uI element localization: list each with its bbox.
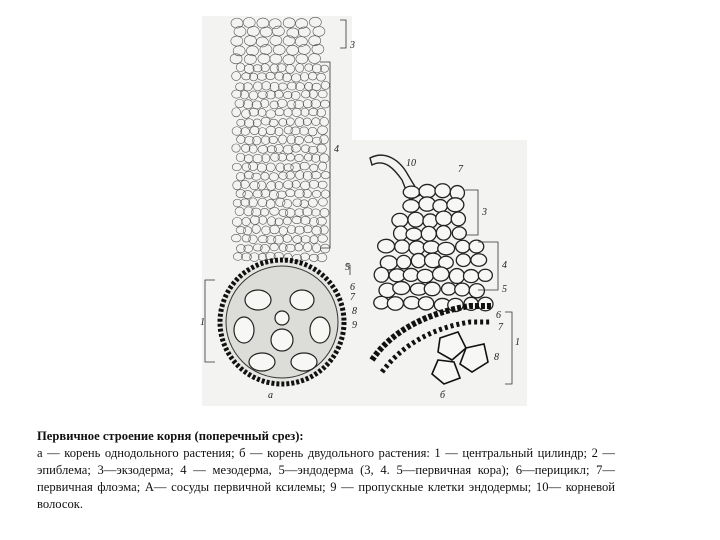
cell	[417, 269, 433, 282]
marker-b-10: 10	[406, 158, 416, 169]
marker-a-5: 5	[345, 262, 350, 273]
marker-b-7: 7	[498, 322, 503, 333]
cell	[436, 211, 452, 225]
marker-b-1: 1	[515, 337, 520, 348]
cell	[435, 184, 450, 198]
marker-a-1: 1	[200, 317, 205, 328]
cell	[463, 270, 478, 283]
caption-title: Первичное строение корня (поперечный срез):	[37, 429, 304, 443]
marker-a-9: 9	[352, 320, 357, 331]
cell	[452, 227, 466, 240]
cell	[411, 253, 425, 267]
cell	[403, 200, 419, 213]
cell	[456, 240, 470, 253]
caption-body: а — корень однодольного растения; б — корень двудольного растения: 1 — центральный цилиндр; 2 — эпиблема; 3—экзодерма; 4 — мезодерма, 5—эндодерма (3, 4. 5—первичная кора); 6—перицикл; 7—первичная флоэма; А— сосуды первичной ксилемы; 9 — пропускные клетки эндодермы; 10— корневой волосок.	[37, 446, 615, 511]
xylem-vessel	[271, 329, 293, 351]
marker-a-8: 8	[352, 306, 357, 317]
cell	[421, 226, 436, 241]
cell	[451, 212, 465, 226]
cell	[478, 269, 492, 281]
cell	[408, 212, 424, 227]
monocot-central-cylinder	[220, 260, 344, 384]
marker-b-6: 6	[496, 310, 501, 321]
cell	[449, 269, 464, 284]
marker-a-7: 7	[350, 292, 355, 303]
xylem-vessel	[275, 311, 289, 325]
cell	[393, 282, 410, 295]
cell	[406, 228, 422, 240]
cell	[438, 242, 455, 254]
cell	[471, 254, 487, 266]
cell	[433, 267, 450, 281]
cell	[374, 296, 389, 309]
cell	[392, 213, 408, 227]
marker-b-5: 5	[502, 284, 507, 295]
cell	[419, 184, 435, 198]
panel-a-label: а	[268, 390, 273, 401]
cell	[404, 297, 420, 309]
marker-b-8: 8	[494, 352, 499, 363]
cell	[447, 198, 464, 212]
cell	[456, 254, 470, 267]
cell	[455, 283, 470, 296]
marker-b-4: 4	[502, 260, 507, 271]
cell	[424, 282, 440, 296]
cell	[403, 268, 418, 281]
cell	[469, 284, 484, 298]
xylem-vessel	[245, 290, 271, 310]
xylem-vessel	[290, 290, 314, 310]
panel-b-label: б	[440, 390, 446, 401]
cell	[403, 186, 419, 198]
cell	[433, 200, 447, 213]
cell	[418, 297, 433, 310]
cell	[423, 241, 439, 253]
marker-a-3: 3	[350, 40, 355, 51]
marker-a-4: 4	[334, 144, 339, 155]
cell	[442, 283, 456, 295]
cell	[436, 226, 450, 241]
xylem-vessel	[291, 353, 317, 371]
cell	[387, 297, 403, 311]
cell	[374, 267, 389, 282]
figure-caption	[37, 428, 615, 513]
cell	[423, 214, 438, 228]
marker-b-7-top: 7	[458, 164, 463, 175]
marker-a-6: 6	[350, 282, 355, 293]
xylem-vessel	[310, 317, 330, 343]
marker-b-3: 3	[482, 207, 487, 218]
cell	[378, 239, 395, 253]
xylem-vessel	[234, 317, 254, 343]
xylem-vessel	[249, 353, 275, 371]
cell	[409, 241, 425, 255]
cell	[397, 255, 411, 268]
cell	[395, 240, 410, 253]
